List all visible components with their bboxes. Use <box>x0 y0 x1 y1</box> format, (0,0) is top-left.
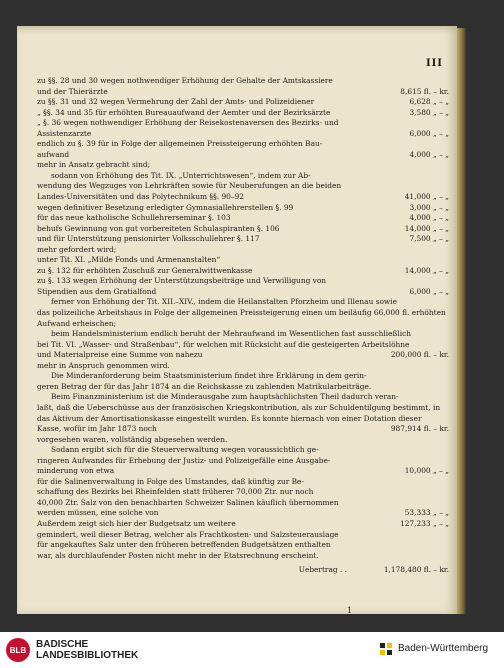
text-line <box>37 139 453 150</box>
line-text: Beim Finanzministerium ist die Minderausgabe zum hauptsächlichsten Theil dadurch veran- <box>51 392 399 402</box>
text-line <box>37 435 453 446</box>
text-line <box>37 445 453 456</box>
line-text: behufs Gewinnung von gut vorbereiteten Schulaspiranten §. 106 <box>37 223 280 233</box>
line-text: „ §. 36 wegen nothwendiger Erhöhung der Reisekostenaversen des Bezirks- und <box>37 118 339 128</box>
text-line <box>37 76 453 87</box>
total-line <box>37 565 453 576</box>
line-text: minderung von etwa <box>37 466 115 476</box>
line-amount: 4,000 „ – „ <box>409 213 449 223</box>
text-line <box>37 371 453 382</box>
line-amount: 6,000 „ – „ <box>409 286 449 296</box>
page-number: III <box>425 58 443 69</box>
line-amount: 8,615 fl. – kr. <box>400 86 449 96</box>
line-text: wendung des Wegzuges von Lehrkräften sowie für Neuberufungen an die beiden <box>37 181 342 191</box>
text-line <box>37 287 453 298</box>
text-line <box>37 213 453 224</box>
line-text: und für Unterstützung pensionirter Volksschullehrer §. 117 <box>37 234 260 244</box>
text-line <box>37 382 453 393</box>
line-text: für die Salinenverwaltung in Folge des Umstandes, daß künftig zur Be- <box>37 476 304 486</box>
total-amount: 1,178,480 fl. – kr. <box>383 565 449 575</box>
line-amount: 7,500 „ – „ <box>409 234 449 244</box>
text-line <box>37 519 453 530</box>
line-text: werden müssen, eine solche von <box>37 508 159 518</box>
sheet-marker: 1 <box>347 606 353 615</box>
text-line <box>37 255 453 266</box>
line-amount: 6,000 „ – „ <box>409 128 449 138</box>
text-line <box>37 456 453 467</box>
line-text: beim Handelsministerium endlich beruht der Mehraufwand im Wesentlichen fast ausschließlich <box>51 329 412 339</box>
line-text: aufwand <box>37 149 70 159</box>
line-amount: 14,000 „ – „ <box>404 223 449 233</box>
text-line <box>37 329 453 340</box>
total-label: Uebertrag . . <box>298 565 347 575</box>
footer-bar <box>0 632 504 668</box>
text-line <box>37 540 453 551</box>
line-text: ringeren Aufwandes für Erhebung der Justiz- und Polizeigefälle eine Ausgabe- <box>37 455 331 465</box>
document-page <box>17 26 457 614</box>
text-line <box>37 477 453 488</box>
text-line <box>37 487 453 498</box>
line-text: 40,000 Ztr. Salz von den benachbarten Schweizer Salinen käuflich übernommen <box>37 497 339 507</box>
library-name <box>36 639 138 661</box>
text-line <box>37 245 453 256</box>
line-text: Außerdem zeigt sich hier der Budgetsatz um weitere <box>37 518 236 528</box>
line-amount: 3,580 „ – „ <box>409 107 449 117</box>
text-line <box>37 498 453 509</box>
text-line <box>37 308 453 319</box>
line-text: Assistenzarzte <box>37 128 92 138</box>
line-amount: 987,914 fl. – kr. <box>390 424 449 434</box>
text-line <box>37 97 453 108</box>
line-text: gemindert, weil dieser Betrag, welcher als Frachtkosten- und Salzsteuerauslage <box>37 529 339 539</box>
line-amount: 14,000 „ – „ <box>404 265 449 275</box>
text-line <box>37 466 453 477</box>
text-line <box>37 171 453 182</box>
text-line <box>37 350 453 361</box>
text-line <box>37 181 453 192</box>
line-text: ferner von Erhöhung der Tit. XII.–XIV., indem die Heilanstalten Pforzheim und Illenau sowie <box>51 297 397 307</box>
text-line <box>37 108 453 119</box>
line-text: zu §. 133 wegen Erhöhung der Unterstützungsbeiträge und Verwilligung von <box>37 276 327 286</box>
line-text: mehr in Anspruch genommen wird. <box>37 360 170 370</box>
line-text: schaffung des Bezirks bei Rheinfelden statt früherer 70,000 Ztr. nur noch <box>37 487 314 497</box>
text-line <box>37 551 453 562</box>
line-amount: 127,233 „ – „ <box>400 518 449 528</box>
text-line <box>37 297 453 308</box>
line-amount: 53,333 „ – „ <box>404 508 449 518</box>
text-line <box>37 319 453 330</box>
blb-logo-icon: BLB <box>6 638 30 662</box>
line-text: war, als durchlaufender Posten nicht mehr in der Etatsrechnung erscheint. <box>37 550 319 560</box>
text-line <box>37 340 453 351</box>
state-name: Baden-Württemberg <box>398 643 489 654</box>
text-line <box>37 203 453 214</box>
line-text: mehr gefordert wird; <box>37 244 117 254</box>
text-line <box>37 392 453 403</box>
line-text: Landes-Universitäten und das Polytechnikum §§. 90–92 <box>37 192 244 202</box>
line-text: unter Tit. XI. „Milde Fonds und Armenanstalten“ <box>37 255 221 265</box>
line-amount: 10,000 „ – „ <box>404 466 449 476</box>
line-amount: 200,000 fl. – kr. <box>390 350 449 360</box>
text-line <box>37 87 453 98</box>
text-line <box>37 118 453 129</box>
text-line <box>37 234 453 245</box>
text-line <box>37 361 453 372</box>
line-text: das polizeiliche Arbeitshaus in Folge der allgemeinen Preissteigerung einen um beiläufig 66,000 fl. erhöhten <box>37 308 446 318</box>
line-text: geren Betrag der für das Jahr 1874 an die Reichskasse zu zahlenden Matrikularbeiträge. <box>37 381 372 391</box>
line-text: Sodann ergibt sich für die Steuerverwaltung wegen voraussichtlich ge- <box>51 445 319 455</box>
line-text: Kasse, wofür im Jahr 1873 noch <box>37 424 157 434</box>
line-text: zu §§. 28 und 30 wegen nothwendiger Erhöhung der Gehalte der Amtskassiere <box>37 76 333 85</box>
line-text: zu §. 132 für erhöhten Zuschuß zur Generalwittwenkasse <box>37 265 253 275</box>
text-line <box>37 224 453 235</box>
text-line <box>37 276 453 287</box>
text-line <box>37 508 453 519</box>
baden-wuerttemberg-logo-icon <box>380 643 392 655</box>
text-line <box>37 266 453 277</box>
line-text: das Aktivum der Amortisationskasse eingestellt wurden. Es konnte hiernach von einer Dotation dieser <box>37 413 422 423</box>
line-text: mehr in Ansatz gebracht sind; <box>37 160 151 170</box>
line-text: für das neue katholische Schullehrerseminar §. 103 <box>37 213 231 223</box>
line-text: endlich zu §. 39 für in Folge der allgemeinen Preissteigerung erhöhten Bau- <box>37 139 323 149</box>
line-amount: 4,000 „ – „ <box>409 149 449 159</box>
line-text: zu §§. 31 und 32 wegen Vermehrung der Zahl der Amts- und Polizeidiener <box>37 97 315 107</box>
line-text: Die Minderanforderung beim Staatsministerium findet ihre Erklärung in dem gerin- <box>51 371 367 381</box>
line-text: Stipendien aus dem Gratialfond <box>37 286 157 296</box>
library-name-line1: BADISCHE <box>36 639 89 650</box>
line-text: „ §§. 34 und 35 für erhöhten Bureauaufwand der Aemter und der Bezirksärzte <box>37 107 331 117</box>
line-amount: 3,000 „ – „ <box>409 202 449 212</box>
text-line <box>37 150 453 161</box>
text-line <box>37 414 453 425</box>
text-line <box>37 424 453 435</box>
line-text: und der Thierärzte <box>37 86 108 96</box>
line-text: für angekauftes Salz unter den früheren betreffenden Budgetsätzen enthalten <box>37 540 331 550</box>
line-text: laßt, daß die Ueberschüsse aus der französischen Kriegskontribution, als zur Schuldentilgung bestimmt, in <box>37 402 441 412</box>
library-name-line2: LANDESBIBLIOTHEK <box>36 650 139 661</box>
line-text: bei Tit. VI. „Wasser- und Straßenbau“, für welchen mit Rücksicht auf die gesteigerten Arbeitslöhne <box>37 339 410 349</box>
line-text: und Materialpreise eine Summe von nahezu <box>37 350 203 360</box>
text-line <box>37 129 453 140</box>
line-text: sodann von Erhöhung des Tit. IX. „Unterrichtswesen“, indem zur Ab- <box>51 170 311 180</box>
line-text: Aufwand erheischen; <box>37 318 117 328</box>
line-amount: 41,000 „ – „ <box>404 192 449 202</box>
page-text <box>37 76 453 576</box>
text-line <box>37 403 453 414</box>
line-amount: 6,628 „ – „ <box>409 97 449 107</box>
text-line <box>37 160 453 171</box>
line-text: vorgesehen waren, vollständig abgesehen werden. <box>37 434 228 444</box>
text-line <box>37 192 453 203</box>
line-text: wegen definitiver Besetzung erledigter Gymnasiallehrerstellen §. 99 <box>37 202 294 212</box>
text-line <box>37 530 453 541</box>
